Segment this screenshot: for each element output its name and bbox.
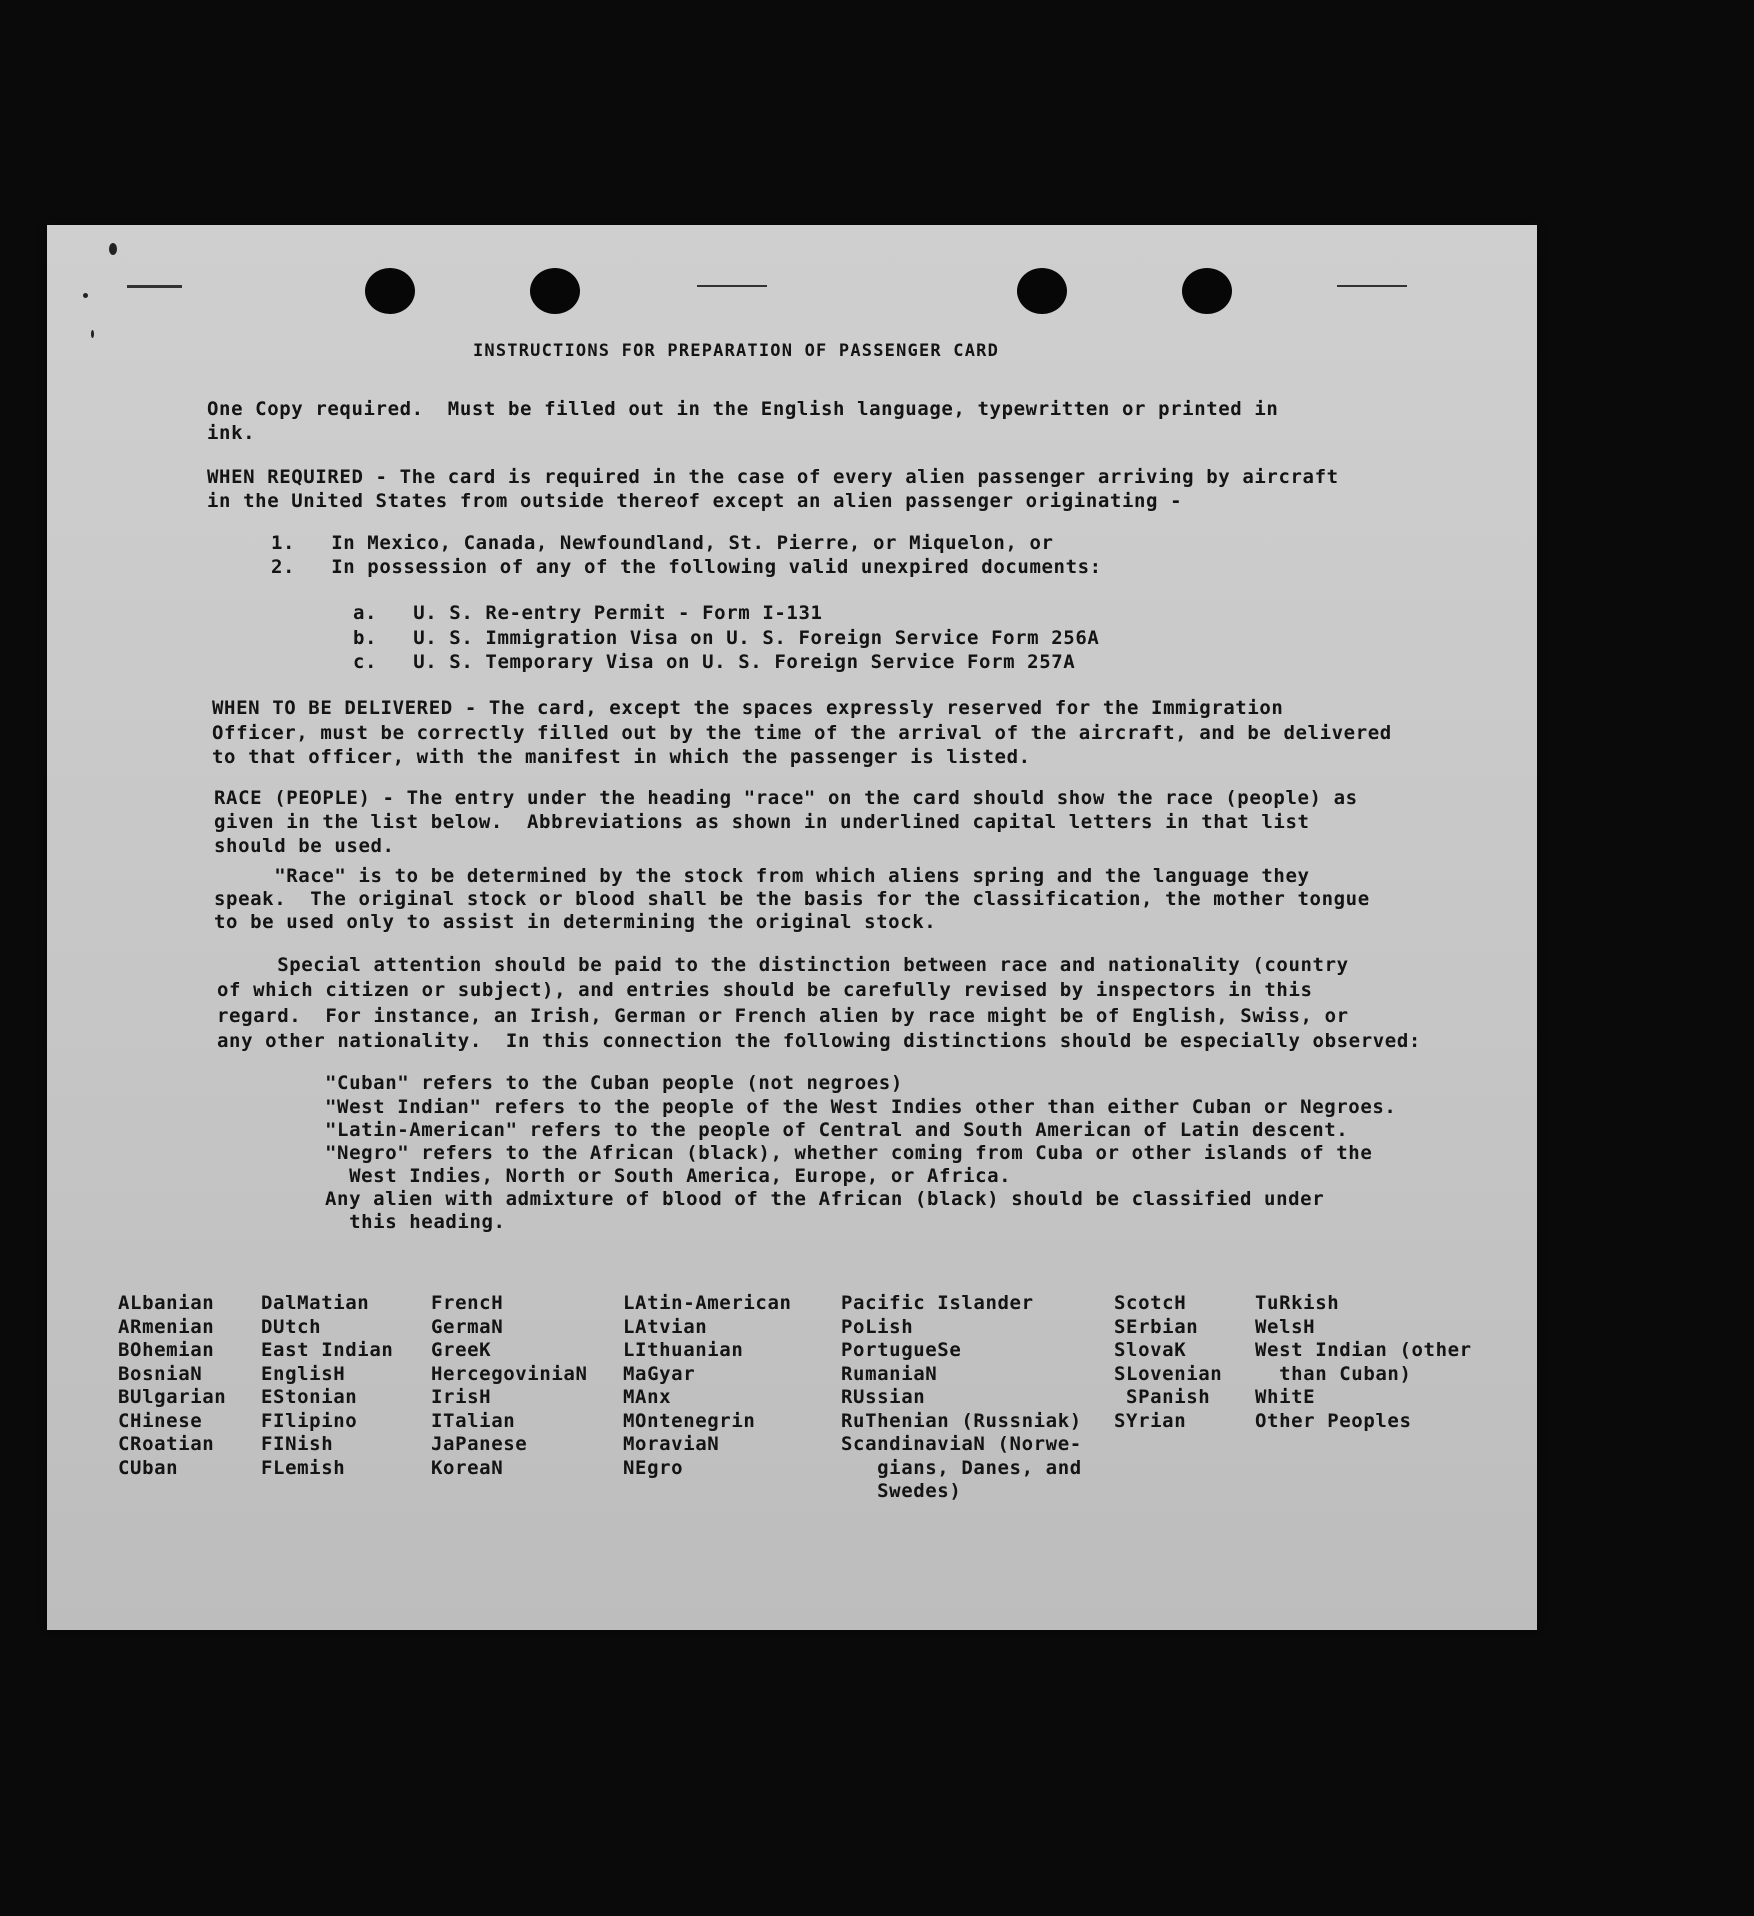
race-column-4	[623, 1292, 792, 1480]
race-entry: West Indian (other	[1255, 1339, 1472, 1361]
race-entry: PortugueSe	[841, 1339, 962, 1361]
race-entry: SPanish	[1114, 1386, 1211, 1408]
race-entry: DalMatian	[261, 1292, 370, 1314]
race-entry: gians, Danes, and	[841, 1456, 1082, 1479]
race-entry: WelsH	[1255, 1315, 1316, 1338]
ink-speck	[83, 293, 88, 298]
distinction-line: "Cuban" refers to the Cuban people (not negroes)	[325, 1072, 903, 1094]
when-required-line: in the United States from outside thereof except an alien passenger originating -	[207, 490, 1183, 512]
race-entry: HercegoviniaN	[431, 1362, 588, 1385]
race-entry: MaGyar	[623, 1362, 696, 1385]
punch-hole	[1017, 268, 1067, 314]
race-entry: Pacific Islander	[841, 1292, 1034, 1314]
race-entry: East Indian	[261, 1339, 394, 1361]
ink-speck	[109, 243, 117, 255]
race-entry: SErbian	[1114, 1315, 1199, 1338]
race-entry: MAnx	[623, 1386, 672, 1408]
race-column-5	[841, 1292, 1082, 1504]
race-entry: Other Peoples	[1255, 1409, 1412, 1432]
edge-mark	[127, 285, 182, 288]
special-attention-line: of which citizen or subject), and entries should be carefully revised by inspectors in this	[217, 979, 1313, 1001]
distinction-line: "Latin-American" refers to the people of Central and South American of Latin descent.	[325, 1119, 1349, 1141]
race-definition-line: "Race" is to be determined by the stock from which aliens spring and the language they	[214, 865, 1310, 887]
when-delivered-line: to that officer, with the manifest in which the passenger is listed.	[212, 746, 1031, 768]
race-entry: WhitE	[1255, 1386, 1316, 1408]
race-intro-line: should be used.	[214, 835, 395, 857]
race-entry: IrisH	[431, 1386, 492, 1408]
race-entry: NEgro	[623, 1456, 684, 1479]
race-entry: BosniaN	[118, 1362, 203, 1385]
race-entry: RumaniaN	[841, 1362, 938, 1385]
race-column-3	[431, 1292, 588, 1480]
race-entry: ScandinaviaN (Norwe-	[841, 1433, 1082, 1455]
race-entry: FLemish	[261, 1456, 346, 1479]
race-entry: BOhemian	[118, 1339, 215, 1361]
race-column-1	[118, 1292, 226, 1480]
document-item: b. U. S. Immigration Visa on U. S. Foreign Service Form 256A	[353, 627, 1100, 649]
race-entry: BUlgarian	[118, 1386, 227, 1408]
race-entry: LIthuanian	[623, 1339, 744, 1361]
race-entry: TuRkish	[1255, 1292, 1340, 1314]
race-entry: GreeK	[431, 1339, 492, 1361]
punch-hole	[530, 268, 580, 314]
distinction-line: this heading.	[325, 1211, 506, 1233]
document-item: c. U. S. Temporary Visa on U. S. Foreign Service Form 257A	[353, 651, 1076, 673]
special-attention-line: regard. For instance, an Irish, German or French alien by race might be of English, Swiss, or	[217, 1005, 1349, 1027]
race-entry: EStonian	[261, 1386, 358, 1408]
distinction-line: West Indies, North or South America, Europe, or Africa.	[325, 1165, 1012, 1187]
race-entry: FrencH	[431, 1292, 504, 1314]
race-entry: CHinese	[118, 1409, 203, 1432]
distinction-line: "Negro" refers to the African (black), whether coming from Cuba or other islands of the	[325, 1142, 1373, 1164]
race-entry: than Cuban)	[1255, 1362, 1412, 1385]
page-title: INSTRUCTIONS FOR PREPARATION OF PASSENGER CARD	[473, 341, 1000, 361]
race-entry: GermaN	[431, 1315, 504, 1338]
race-entry: CRoatian	[118, 1433, 215, 1455]
race-entry: FIlipino	[261, 1409, 358, 1432]
race-definition-line: speak. The original stock or blood shall be the basis for the classification, the mother tongue	[214, 888, 1370, 910]
punch-hole	[1182, 268, 1232, 314]
race-entry: EnglisH	[261, 1362, 346, 1385]
race-column-2	[261, 1292, 393, 1480]
race-entry: RuThenian (Russniak)	[841, 1409, 1082, 1432]
race-entry: SYrian	[1114, 1409, 1187, 1432]
special-attention-line: any other nationality. In this connection the following distinctions should be especially observed:	[217, 1030, 1421, 1052]
race-entry: ARmenian	[118, 1315, 215, 1338]
race-entry: SlovaK	[1114, 1339, 1187, 1361]
required-item: 2. In possession of any of the following valid unexpired documents:	[271, 556, 1102, 578]
race-entry: CUban	[118, 1456, 179, 1479]
race-entry: FINish	[261, 1433, 334, 1455]
race-definition-line: to be used only to assist in determining the original stock.	[214, 911, 937, 933]
race-entry: LAtvian	[623, 1315, 708, 1338]
punch-hole	[365, 268, 415, 314]
edge-mark	[1337, 285, 1407, 287]
race-intro-line: given in the list below. Abbreviations as shown in underlined capital letters in that list	[214, 811, 1310, 833]
race-entry: LAtin-American	[623, 1292, 792, 1314]
when-delivered-line: Officer, must be correctly filled out by the time of the arrival of the aircraft, and be delivered	[212, 722, 1392, 744]
document-page	[47, 225, 1537, 1630]
intro-line: ink.	[207, 422, 256, 444]
race-intro-line: RACE (PEOPLE) - The entry under the heading "race" on the card should show the race (people) as	[214, 787, 1358, 809]
distinction-line: Any alien with admixture of blood of the African (black) should be classified under	[325, 1188, 1325, 1210]
race-entry: RUssian	[841, 1386, 926, 1408]
intro-line: One Copy required. Must be filled out in the English language, typewritten or printed in	[207, 398, 1279, 420]
special-attention-line: Special attention should be paid to the distinction between race and nationality (country	[217, 954, 1349, 976]
edge-mark	[697, 285, 767, 287]
race-entry: SLovenian	[1114, 1362, 1223, 1385]
race-entry: JaPanese	[431, 1433, 528, 1455]
race-column-6	[1114, 1292, 1222, 1433]
ink-speck	[91, 330, 94, 338]
race-entry: PoLish	[841, 1315, 914, 1338]
race-entry: Swedes)	[841, 1480, 962, 1502]
required-item: 1. In Mexico, Canada, Newfoundland, St. Pierre, or Miquelon, or	[271, 532, 1054, 554]
race-entry: DUtch	[261, 1315, 322, 1338]
distinction-line: "West Indian" refers to the people of the West Indies other than either Cuban or Negroes.	[325, 1096, 1397, 1118]
when-delivered-line: WHEN TO BE DELIVERED - The card, except the spaces expressly reserved for the Immigration	[212, 697, 1284, 719]
when-required-line: WHEN REQUIRED - The card is required in the case of every alien passenger arriving by aircraft	[207, 466, 1339, 488]
race-entry: ITalian	[431, 1409, 516, 1432]
race-entry: MoraviaN	[623, 1433, 720, 1455]
race-entry: KoreaN	[431, 1456, 504, 1479]
race-entry: MOntenegrin	[623, 1409, 756, 1432]
race-column-7	[1255, 1292, 1472, 1433]
race-entry: ALbanian	[118, 1292, 215, 1314]
document-item: a. U. S. Re-entry Permit - Form I-131	[353, 602, 823, 624]
race-entry: ScotcH	[1114, 1292, 1187, 1314]
